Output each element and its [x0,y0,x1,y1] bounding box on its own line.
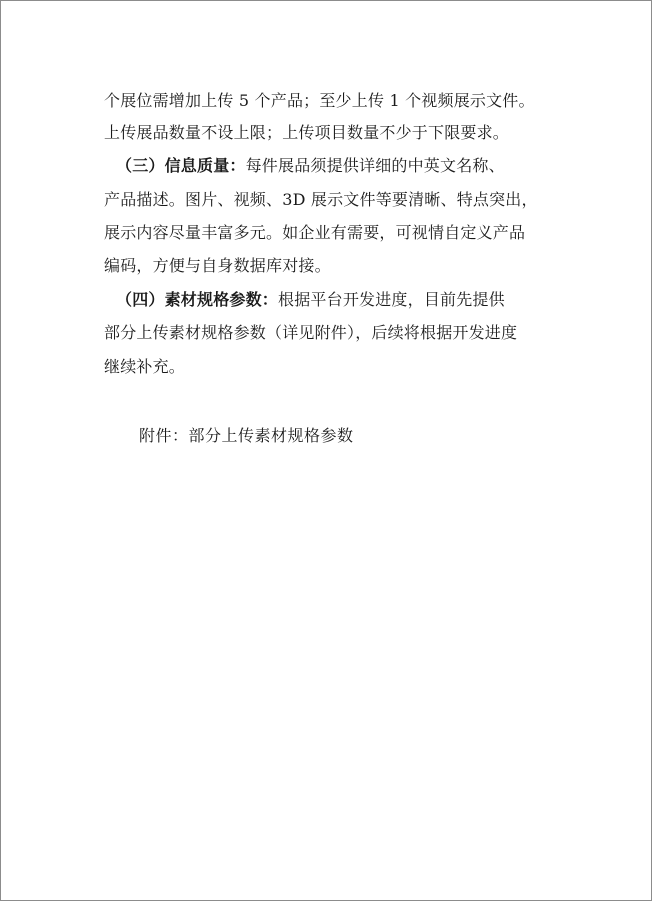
body-text-line: 产品描述。图片、视频、3D 展示文件等要清晰、特点突出， [104,190,538,209]
section-heading-info-quality: （三）信息质量： [116,156,246,175]
body-text: 根据平台开发进度，目前先提供 [278,290,505,309]
body-text-line: 编码，方便与自身数据库对接。 [104,256,331,275]
section-heading-material-specs: （四）素材规格参数： [116,290,279,309]
body-text: 每件展品须提供详细的中英文名称、 [245,156,505,175]
body-text-line: 继续补充。 [104,357,186,376]
body-text-line: 展示内容尽量丰富多元。如企业有需要，可视情自定义产品 [104,223,526,242]
section-three-first-line [116,156,505,176]
body-text-line: 个展位需增加上传 5 个产品；至少上传 1 个视频展示文件。 [104,91,535,110]
attachment-note: 附件：部分上传素材规格参数 [139,426,354,445]
body-text-line: 部分上传素材规格参数（详见附件），后续将根据开发进度 [104,323,518,342]
body-text-line: 上传展品数量不设上限；上传项目数量不少于下限要求。 [104,123,510,142]
section-four-first-line [116,290,505,310]
